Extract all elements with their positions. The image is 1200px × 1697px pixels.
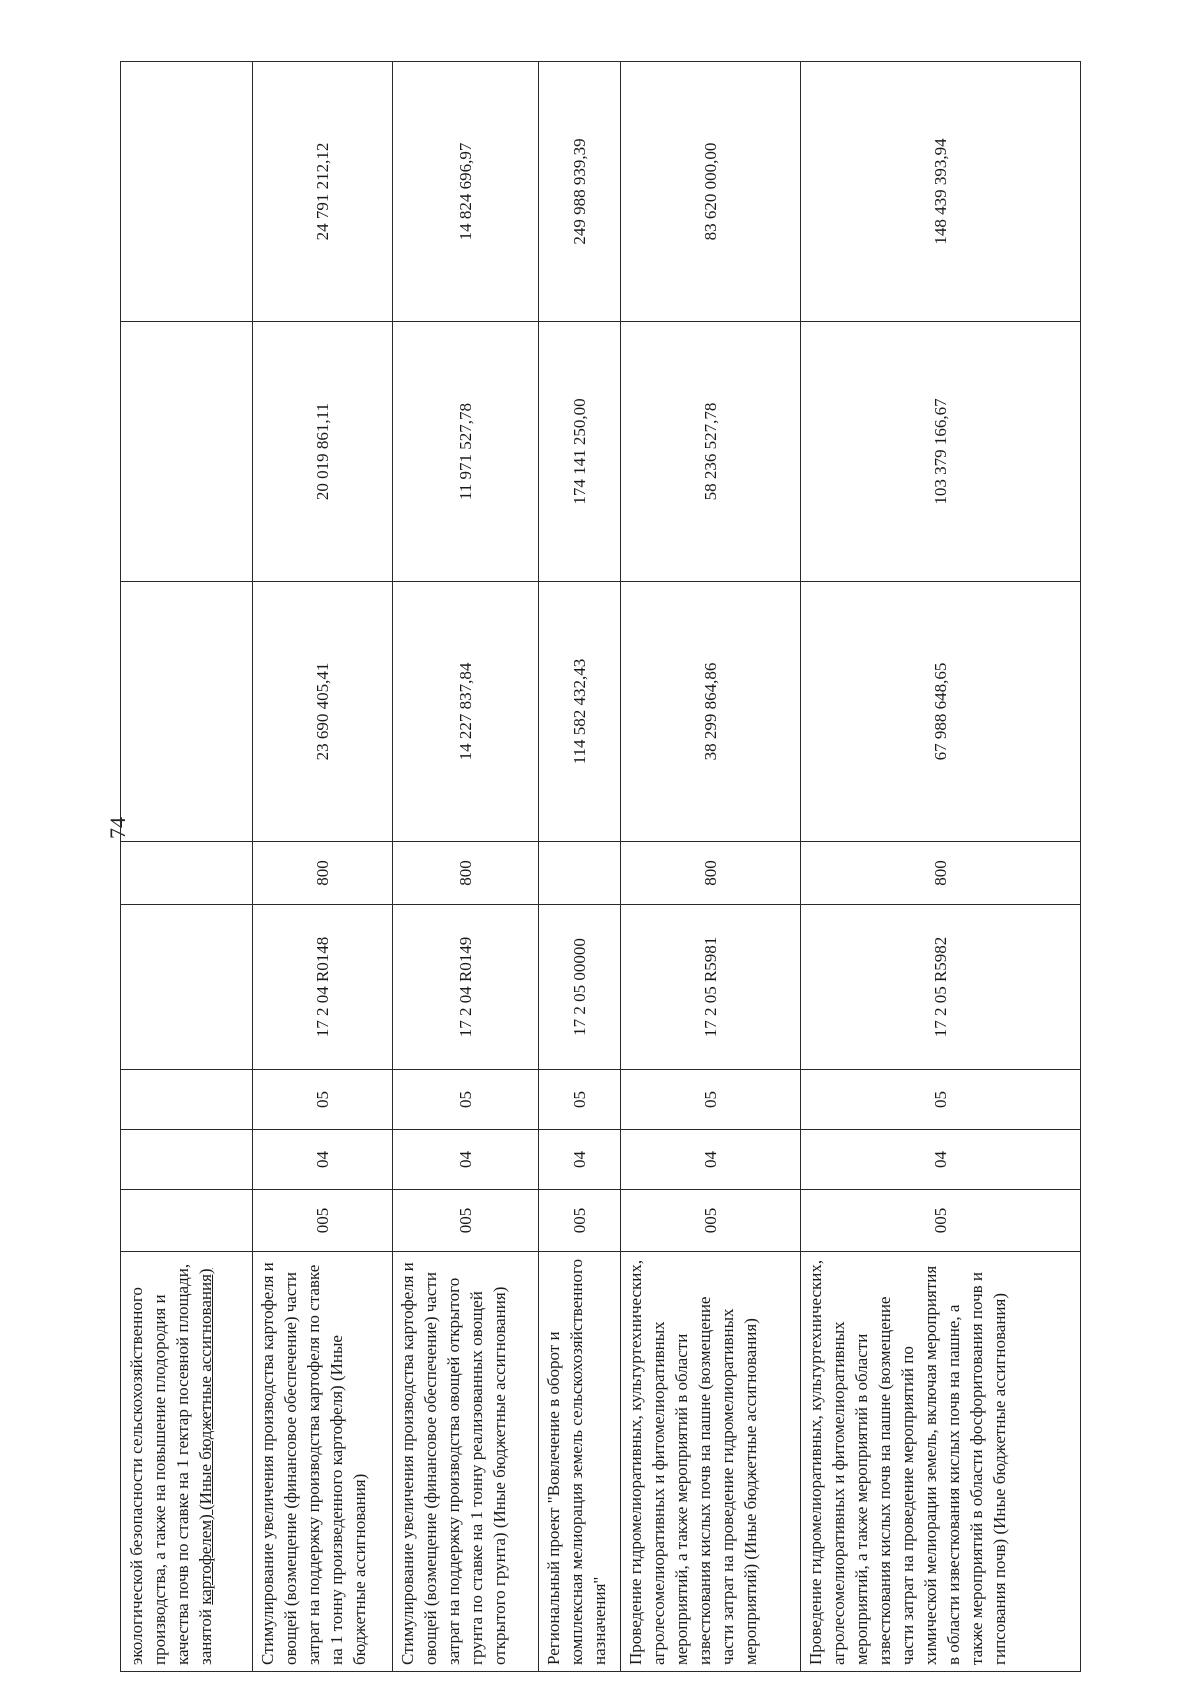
amount-3-cell: 148 439 393,94 (801, 62, 1081, 322)
grbs-cell: 005 (393, 1190, 539, 1252)
row-description: Региональный проект "Вовлечение в оборот и комплексная мелиорация земель сельскохозяйственного назначения" (539, 1252, 621, 1672)
vr-cell: 800 (393, 842, 539, 905)
vr-cell: 800 (253, 842, 393, 905)
csr-cell: 17 2 05 R5982 (801, 905, 1081, 1070)
rz-cell: 04 (253, 1130, 393, 1190)
pr-cell (121, 1070, 253, 1130)
vr-cell: 800 (801, 842, 1081, 905)
amount-3-cell: 249 988 939,39 (539, 62, 621, 322)
row-description: Проведение гидромелиоративных, культуртехнических, агролесомелиоративных и фитомелиоративных мероприятий, а также мероприятий в области известкования кислых почв на пашне (возмещение части затрат на проведение мероприятий по химической мелиорации земель, включая мероприятия в области известкования кислых почв на пашне, а также мероприятий в области фосфоритования почв и гипсования почв) (Иные бюджетные ассигнования) (801, 1252, 1081, 1672)
table-row (539, 62, 621, 1672)
row-description: Проведение гидромелиоративных, культуртехнических, агролесомелиоративных и фитомелиоративных мероприятий, а также мероприятий в области известкования кислых почв на пашне (возмещение части затрат на проведение гидромелиоративных мероприятий) (Иные бюджетные ассигнования) (621, 1252, 801, 1672)
grbs-cell: 005 (253, 1190, 393, 1252)
amount-3-cell: 83 620 000,00 (621, 62, 801, 322)
amount-2-cell: 20 019 861,11 (253, 322, 393, 582)
pr-cell: 05 (801, 1070, 1081, 1130)
row-description-underlined: картофелем) (Иные бюджетные ассигнования) (196, 1268, 215, 1605)
amount-1-cell (121, 582, 253, 842)
amount-3-cell: 24 791 212,12 (253, 62, 393, 322)
amount-1-cell: 38 299 864,86 (621, 582, 801, 842)
rz-cell: 04 (801, 1130, 1081, 1190)
pr-cell: 05 (539, 1070, 621, 1130)
grbs-cell: 005 (621, 1190, 801, 1252)
amount-2-cell: 103 379 166,67 (801, 322, 1081, 582)
rz-cell (121, 1130, 253, 1190)
row-description: Стимулирование увеличения производства картофеля и овощей (возмещение (финансовое обеспечение) части затрат на поддержку производства картофеля по ставке на 1 тонну произведенного картофеля) (Иные бюджетные ассигнования) (253, 1252, 393, 1672)
amount-1-cell: 67 988 648,65 (801, 582, 1081, 842)
rz-cell: 04 (621, 1130, 801, 1190)
pr-cell: 05 (253, 1070, 393, 1130)
pr-cell: 05 (393, 1070, 539, 1130)
csr-cell (121, 905, 253, 1070)
csr-cell: 17 2 04 R0148 (253, 905, 393, 1070)
grbs-cell: 005 (539, 1190, 621, 1252)
pr-cell: 05 (621, 1070, 801, 1130)
vr-cell (539, 842, 621, 905)
rz-cell: 04 (393, 1130, 539, 1190)
table-row (393, 62, 539, 1672)
table-row (801, 62, 1081, 1672)
row-description: Стимулирование увеличения производства картофеля и овощей (возмещение (финансовое обеспечение) части затрат на поддержку производства овощей открытого грунта по ставке на 1 тонну реализованных овощей открытого грунта) (Иные бюджетные ассигнования) (393, 1252, 539, 1672)
rotated-table-container (120, 62, 1080, 1672)
amount-2-cell: 58 236 527,78 (621, 322, 801, 582)
table-row (121, 62, 253, 1672)
csr-cell: 17 2 05 R5981 (621, 905, 801, 1070)
csr-cell: 17 2 05 00000 (539, 905, 621, 1070)
vr-cell: 800 (621, 842, 801, 905)
amount-3-cell: 14 824 696,97 (393, 62, 539, 322)
row-description: экологической безопасности сельскохозяйственного производства, а также на повышение плодородия и качества почв по ставке на 1 гектар посевной площади, занятой картофелем) (Иные бюджетные ассигнования) (121, 1252, 253, 1672)
page-number: 74 (105, 817, 130, 839)
budget-table (120, 61, 1081, 1672)
amount-1-cell: 14 227 837,84 (393, 582, 539, 842)
amount-3-cell (121, 62, 253, 322)
amount-2-cell: 11 971 527,78 (393, 322, 539, 582)
table-row (621, 62, 801, 1672)
vr-cell (121, 842, 253, 905)
amount-1-cell: 23 690 405,41 (253, 582, 393, 842)
grbs-cell (121, 1190, 253, 1252)
amount-1-cell: 114 582 432,43 (539, 582, 621, 842)
csr-cell: 17 2 04 R0149 (393, 905, 539, 1070)
amount-2-cell (121, 322, 253, 582)
table-row (253, 62, 393, 1672)
amount-2-cell: 174 141 250,00 (539, 322, 621, 582)
rz-cell: 04 (539, 1130, 621, 1190)
grbs-cell: 005 (801, 1190, 1081, 1252)
